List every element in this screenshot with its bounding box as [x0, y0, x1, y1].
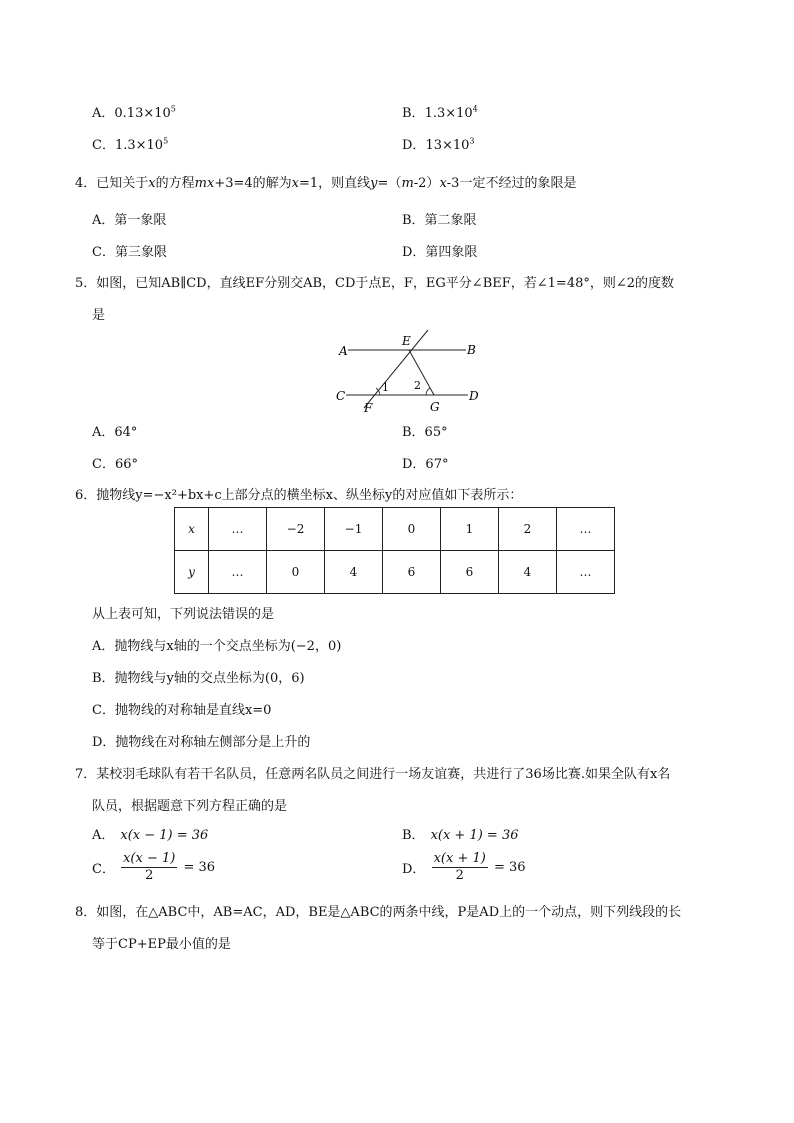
table-cell: 0: [383, 508, 441, 551]
q3-option-a: A．$0.13\times 10^5$: [92, 104, 176, 121]
q6-after-table: 从上表可知，下列说法错误的是: [92, 607, 275, 622]
q8-stem-line1: 8．如图，在△ABC中，AB=AC，AD，BE是△ABC的两条中线，P是AD上的一个动点，则下列线段的长: [75, 905, 682, 920]
label-e: E: [402, 334, 411, 348]
q3-option-b: B．$1.3\times 10^4$: [402, 104, 478, 121]
label-f: F: [364, 401, 373, 415]
label-a: A: [339, 344, 348, 358]
q5-option-a: A．64°: [92, 425, 138, 440]
angle-2-arc: [426, 388, 430, 395]
table-cell: −1: [325, 508, 383, 551]
q6-stem: 6．抛物线y=−x²+bx+c上部分点的横坐标x、纵坐标y的对应值如下表所示：: [75, 488, 523, 503]
table-row-y: [175, 551, 615, 594]
q7-option-d: D． $\frac{x(x + 1)}{2}$ = 36: [402, 851, 526, 883]
table-cell: 4: [499, 551, 557, 594]
q7-option-a: A． x(x − 1) = 36: [92, 828, 209, 843]
q4-option-c: C．第三象限: [92, 245, 167, 260]
q6-option-b: B．抛物线与y轴的交点坐标为(0，6): [92, 671, 305, 686]
table-row-x: [175, 508, 615, 551]
label-g: G: [430, 400, 440, 414]
q7-stem-line1: 7．某校羽毛球队有若干名队员，任意两名队员之间进行一场友谊赛，共进行了36场比赛.如果全队有x名: [75, 767, 671, 782]
q4-option-d: D．第四象限: [402, 245, 478, 260]
q5-option-c: C．66°: [92, 457, 138, 472]
q8-stem-line2: 等于CP+EP最小值的是: [92, 937, 231, 952]
table-cell: …: [209, 551, 267, 594]
q3-option-c: C．$1.3\times 10^5$: [92, 136, 169, 153]
q6-value-table: [174, 507, 615, 594]
table-cell: 2: [499, 508, 557, 551]
line-ef: [364, 330, 428, 408]
y-label-cell: y: [175, 551, 209, 594]
q4-stem: 4．已知关于x的方程mx+3=4的解为x=1，则直线y=（m-2）x-3一定不经过的象限是: [75, 176, 577, 191]
q5-stem-line2: 是: [92, 308, 106, 323]
q5-option-d: D．67°: [402, 457, 449, 472]
q6-option-d: D．抛物线在对称轴左侧部分是上升的: [92, 735, 311, 750]
fraction: $\frac{x(x + 1)}{2}$: [433, 851, 486, 883]
table-cell: 6: [383, 551, 441, 594]
q4-option-a: A．第一象限: [92, 213, 167, 228]
table-cell: …: [209, 508, 267, 551]
q7-stem-line2: 队员，根据题意下列方程正确的是: [92, 799, 288, 814]
label-angle-2: 2: [414, 379, 421, 392]
table-cell: 6: [441, 551, 499, 594]
label-c: C: [336, 389, 346, 403]
table-cell: 4: [325, 551, 383, 594]
x-label-cell: x: [175, 508, 209, 551]
table-cell: …: [557, 508, 615, 551]
label-d: D: [469, 389, 479, 403]
q4-option-b: B．第二象限: [402, 213, 477, 228]
q7-option-b: B． x(x + 1) = 36: [402, 828, 519, 843]
q7-option-c: C． $\frac{x(x - 1)}{2}$ = 36: [92, 851, 216, 883]
segment-eg: [409, 350, 434, 395]
label-b: B: [467, 343, 476, 357]
q5-geometry-figure: [330, 328, 490, 416]
q5-option-b: B．65°: [402, 425, 448, 440]
q3-option-d: D．$13\times 10^3$: [402, 136, 475, 153]
table-cell: −2: [267, 508, 325, 551]
label-angle-1: 1: [382, 381, 389, 394]
q6-option-c: C．抛物线的对称轴是直线x=0: [92, 703, 272, 718]
table-cell: 0: [267, 551, 325, 594]
q5-stem-line1: 5．如图，已知AB∥CD，直线EF分别交AB，CD于点E，F，EG平分∠BEF，若∠1=48°，则∠2的度数: [75, 276, 675, 291]
fraction: $\frac{x(x - 1)}{2}$: [123, 851, 176, 883]
q6-option-a: A．抛物线与x轴的一个交点坐标为(−2，0): [92, 639, 342, 654]
table-cell: …: [557, 551, 615, 594]
table-cell: 1: [441, 508, 499, 551]
